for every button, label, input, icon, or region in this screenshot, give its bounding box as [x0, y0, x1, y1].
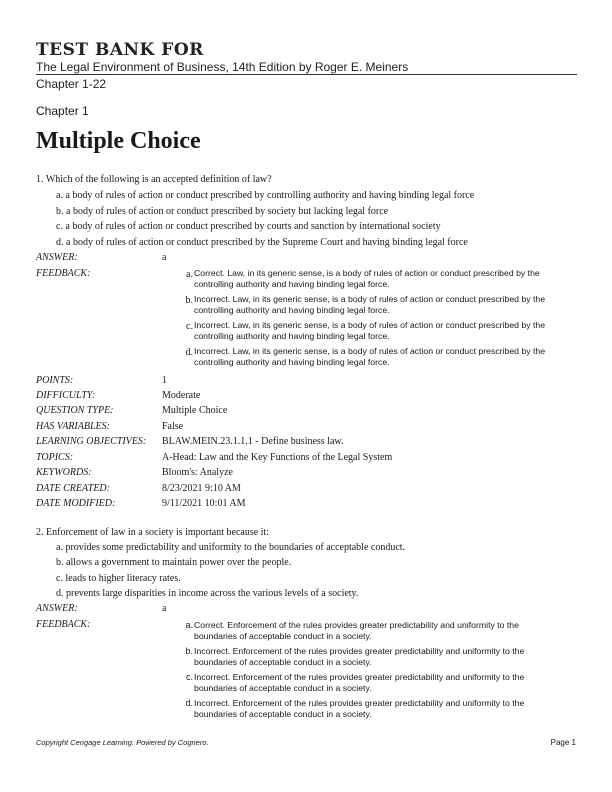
- copyright-notice: Copyright Cengage Learning. Powered by Cognero.: [36, 738, 209, 747]
- feedback-text: Correct. Enforcement of the rules provides greater predictability and uniformity to the boundaries of acceptable conduct in a society.: [194, 620, 519, 641]
- answer-choice: b. a body of rules of action or conduct prescribed by society but lacking legal force: [56, 206, 389, 217]
- points-label: POINTS:: [36, 375, 74, 386]
- feedback-text: Incorrect. Law, in its generic sense, is a body of rules of action or conduct prescribed by the controlling authority and having binding legal force.: [194, 346, 546, 367]
- question-type-value: Multiple Choice: [162, 405, 228, 416]
- answer-label: ANSWER:: [36, 252, 78, 263]
- feedback-text: Incorrect. Law, in its generic sense, is a body of rules of action or conduct prescribed by the controlling authority and having binding legal force.: [194, 320, 546, 341]
- header-divider: [36, 74, 577, 75]
- question-type-label: QUESTION TYPE:: [36, 405, 114, 416]
- feedback-letter: d.: [185, 347, 193, 358]
- topics-label: TOPICS:: [36, 452, 74, 463]
- section-title: Multiple Choice: [36, 128, 201, 154]
- page-number: Page 1: [550, 738, 576, 747]
- feedback-text: Incorrect. Enforcement of the rules provides greater predictability and uniformity to the boundaries of acceptable conduct in a society.: [194, 698, 525, 719]
- answer-choice: d. a body of rules of action or conduct prescribed by the Supreme Court and having binding legal force: [56, 237, 468, 248]
- answer-value: a: [162, 603, 167, 614]
- answer-choice: a. a body of rules of action or conduct prescribed by controlling authority and having binding legal force: [56, 190, 475, 201]
- has-variables-label: HAS VARIABLES:: [36, 421, 110, 432]
- answer-choice: c. a body of rules of action or conduct prescribed by courts and sanction by international society: [56, 221, 441, 232]
- date-created-label: DATE CREATED:: [36, 483, 110, 494]
- chapter-label: Chapter 1: [36, 104, 89, 118]
- answer-label: ANSWER:: [36, 603, 78, 614]
- feedback-text: Incorrect. Law, in its generic sense, is a body of rules of action or conduct prescribed by the controlling authority and having binding legal force.: [194, 294, 546, 315]
- topics-value: A-Head: Law and the Key Functions of the Legal System: [162, 452, 393, 463]
- question-stem: 1. Which of the following is an accepted definition of law?: [36, 174, 272, 185]
- date-modified-label: DATE MODIFIED:: [36, 498, 116, 509]
- points-value: 1: [162, 375, 167, 386]
- feedback-text: Incorrect. Enforcement of the rules provides greater predictability and uniformity to the boundaries of acceptable conduct in a society.: [194, 646, 525, 667]
- keywords-value: Bloom's: Analyze: [162, 467, 233, 478]
- answer-choice: d. prevents large disparities in income across the various levels of a society.: [56, 588, 359, 599]
- feedback-letter: c.: [186, 321, 193, 332]
- difficulty-label: DIFFICULTY:: [36, 390, 96, 401]
- feedback-text: Incorrect. Enforcement of the rules provides greater predictability and uniformity to the boundaries of acceptable conduct in a society.: [194, 672, 525, 693]
- has-variables-value: False: [162, 421, 184, 432]
- chapter-range: Chapter 1-22: [36, 77, 107, 91]
- question-stem: 2. Enforcement of law in a society is important because it:: [36, 527, 269, 538]
- feedback-letter: d.: [185, 698, 193, 708]
- learning-objectives-value: BLAW.MEIN.23.1.1.1 - Define business law.: [162, 436, 344, 447]
- feedback-label: FEEDBACK:: [36, 268, 91, 279]
- feedback-letter: b.: [185, 646, 193, 656]
- answer-choice: a. provides some predictability and uniformity to the boundaries of acceptable conduct.: [56, 542, 406, 553]
- keywords-label: KEYWORDS:: [36, 467, 92, 478]
- book-subtitle: The Legal Environment of Business, 14th Edition by Roger E. Meiners: [36, 60, 409, 74]
- difficulty-value: Moderate: [162, 390, 201, 401]
- answer-choice: c. leads to higher literacy rates.: [56, 573, 181, 584]
- learning-objectives-label: LEARNING OBJECTIVES:: [36, 436, 147, 447]
- test-bank-title: TEST BANK FOR: [36, 40, 204, 60]
- feedback-letter: b.: [185, 295, 193, 306]
- date-modified-value: 9/11/2021 10:01 AM: [162, 498, 246, 509]
- feedback-label: FEEDBACK:: [36, 619, 91, 630]
- date-created-value: 8/23/2021 9:10 AM: [162, 483, 241, 494]
- answer-choice: b. allows a government to maintain power over the people.: [56, 557, 292, 568]
- feedback-letter: c.: [185, 672, 193, 682]
- feedback-letter: a.: [185, 620, 193, 630]
- feedback-letter: a.: [186, 269, 193, 280]
- feedback-text: Correct. Law, in its generic sense, is a body of rules of action or conduct prescribed by the controlling authority and having binding legal force.: [194, 268, 540, 289]
- answer-value: a: [162, 252, 167, 263]
